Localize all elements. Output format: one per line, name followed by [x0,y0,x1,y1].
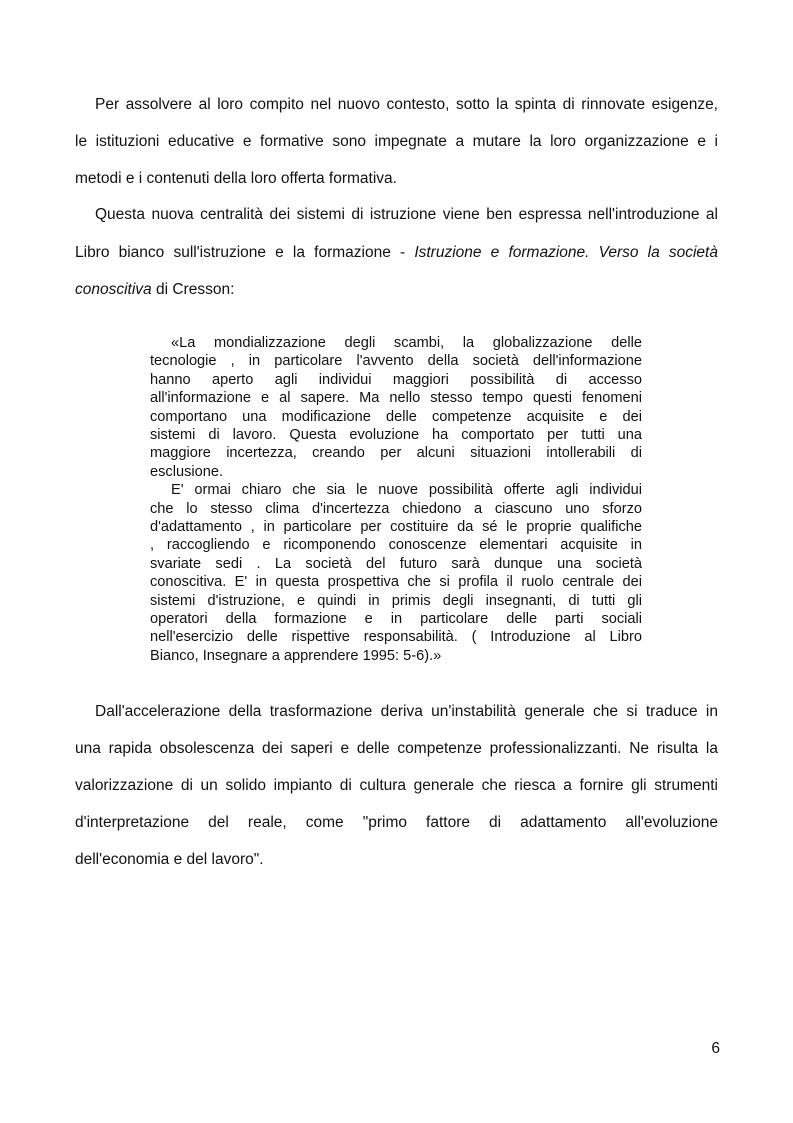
quote-line: hanno aperto agli individui maggiori possibilità di accesso [150,372,642,388]
paragraph-1-line-1: Per assolvere al loro compito nel nuovo contesto, sotto la spinta di rinnovate esigenze, [95,96,718,113]
quote-line: conoscitiva. E' in questa prospettiva che si profila il ruolo centrale dei [150,574,642,590]
quote-line: sistemi di lavoro. Questa evoluzione ha comportato per tutti una [150,427,642,443]
book-title-part-2: conoscitiva [75,281,152,298]
paragraph-2-line-3 [75,281,718,299]
quote-line: E' ormai chiaro che sia le nuove possibilità offerte agli individui [171,482,642,498]
paragraph-1-line-2: le istituzioni educative e formative sono impegnate a mutare la loro organizzazione e i [75,133,718,150]
quote-line: Bianco, Insegnare a apprendere 1995: 5-6).» [150,648,442,664]
quote-line: d'adattamento , in particolare per costituire da sé le proprie qualifiche [150,519,642,535]
paragraph-3-line-3: valorizzazione di un solido impianto di cultura generale che riesca a fornire gli strumenti [75,777,718,794]
quote-line: tecnologie , in particolare l'avvento della società dell'informazione [150,353,642,369]
quote-line: operatori della formazione e in particolare delle parti sociali [150,611,642,627]
quote-line: «La mondializzazione degli scambi, la globalizzazione delle [171,335,642,351]
paragraph-3-line-4: d'interpretazione del reale, come "primo fattore di adattamento all'evoluzione [75,814,718,831]
quote-line: comportano una modificazione delle competenze acquisite e dei [150,409,642,425]
quote-line: all'informazione e al sapere. Ma nello stesso tempo questi fenomeni [150,390,642,406]
quote-line: sistemi d'istruzione, e quindi in primis degli insegnanti, di tutti gli [150,593,642,609]
book-title-part-1: Istruzione e formazione. Verso la società [414,244,718,261]
paragraph-2-text: Libro bianco sull'istruzione e la formazione - [75,244,415,261]
quote-line: nell'esercizio delle rispettive responsabilità. ( Introduzione al Libro [150,629,642,645]
quote-line: svariate sedi . La società del futuro sarà dunque una società [150,556,642,572]
quote-line: che lo stesso clima d'incertezza chiedono a ciascuno uno sforzo [150,501,642,517]
paragraph-3-line-2: una rapida obsolescenza dei saperi e delle competenze professionalizzanti. Ne risulta la [75,740,718,757]
quote-line: esclusione. [150,464,224,480]
quote-line: maggiore incertezza, creando per alcuni situazioni intollerabili di [150,445,642,461]
quote-line: , raccogliendo e ricomponendo conoscenze elementari acquisite in [150,537,642,553]
paragraph-2-line-1: Questa nuova centralità dei sistemi di istruzione viene ben espressa nell'introduzione al [95,206,718,223]
paragraph-2-author: di Cresson: [151,281,235,298]
paragraph-3-line-5: dell'economia e del lavoro". [75,851,264,868]
page-number: 6 [711,1040,720,1057]
paragraph-2-line-2 [75,244,718,262]
paragraph-3-line-1: Dall'accelerazione della trasformazione deriva un'instabilità generale che si traduce in [95,703,718,720]
paragraph-1-line-3: metodi e i contenuti della loro offerta formativa. [75,170,397,187]
